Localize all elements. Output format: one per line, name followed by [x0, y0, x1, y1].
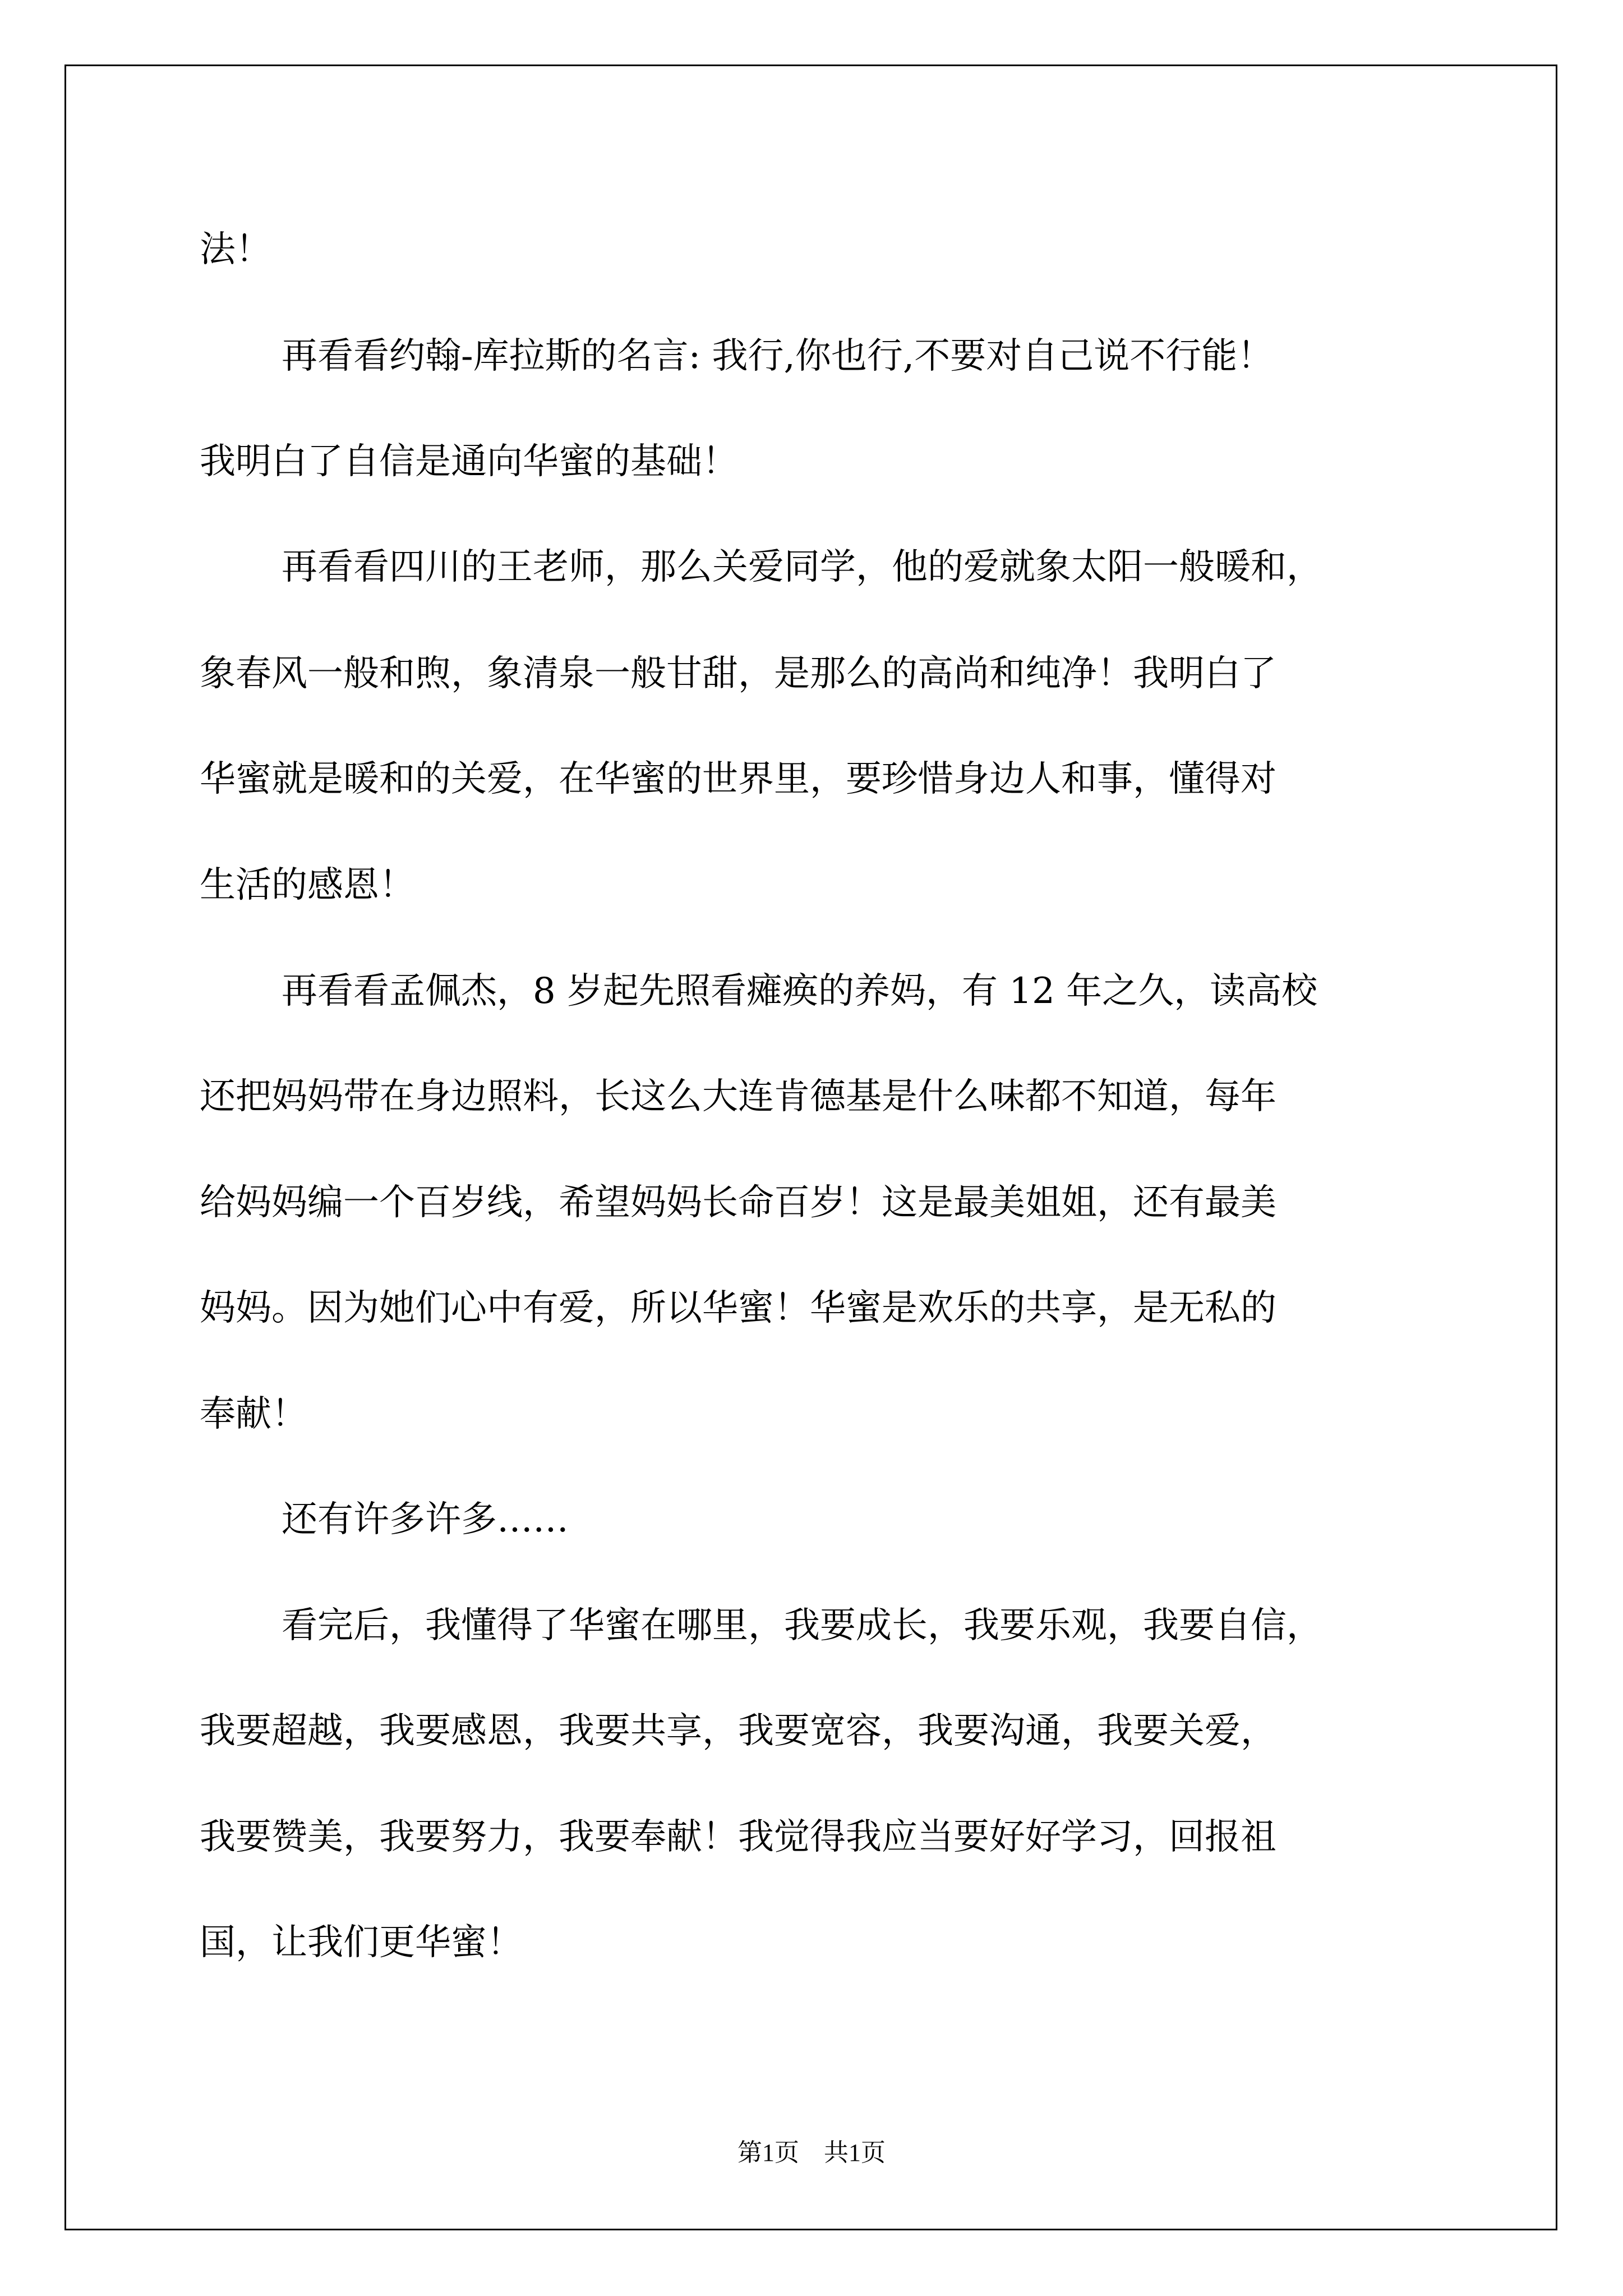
text-line: 国，让我们更华蜜！ [200, 1922, 523, 1963]
text-line: 华蜜就是暖和的关爱，在华蜜的世界里，要珍惜身边人和事，懂得对 [200, 758, 1276, 800]
text-line: 看完后，我懂得了华蜜在哪里，我要成长，我要乐观，我要自信， [282, 1605, 1322, 1646]
text-line: 再看看四川的王老师，那么关爱同学，他的爱就象太阳一般暖和， [282, 546, 1322, 588]
page-border [64, 65, 1557, 2230]
text-line: 再看看孟佩杰，8 岁起先照看瘫痪的养妈，有 12 年之久，读高校 [282, 970, 1318, 1012]
page-footer: 第1页 共1页 [737, 2139, 886, 2166]
text-line: 还有许多许多…… [282, 1499, 569, 1540]
text-line: 法！ [200, 229, 271, 270]
text-line: 给妈妈编一个百岁线，希望妈妈长命百岁！这是最美姐姐，还有最美 [200, 1182, 1276, 1223]
text-line: 还把妈妈带在身边照料，长这么大连肯德基是什么味都不知道，每年 [200, 1076, 1276, 1117]
text-line: 妈妈。因为她们心中有爱，所以华蜜！华蜜是欢乐的共享，是无私的 [200, 1287, 1276, 1329]
text-line: 我要赞美，我要努力，我要奉献！我觉得我应当要好好学习，回报祖 [200, 1816, 1276, 1858]
text-line: 再看看约翰-库拉斯的名言: 我行,你也行,不要对自己说不行能！ [282, 335, 1274, 377]
text-line: 象春风一般和煦，象清泉一般甘甜，是那么的高尚和纯净！我明白了 [200, 653, 1276, 694]
text-line: 我要超越，我要感恩，我要共享，我要宽容，我要沟通，我要关爱， [200, 1710, 1276, 1752]
text-line: 我明白了自信是通向华蜜的基础！ [200, 441, 738, 482]
text-line: 奉献！ [200, 1393, 307, 1435]
text-line: 生活的感恩！ [200, 864, 415, 906]
